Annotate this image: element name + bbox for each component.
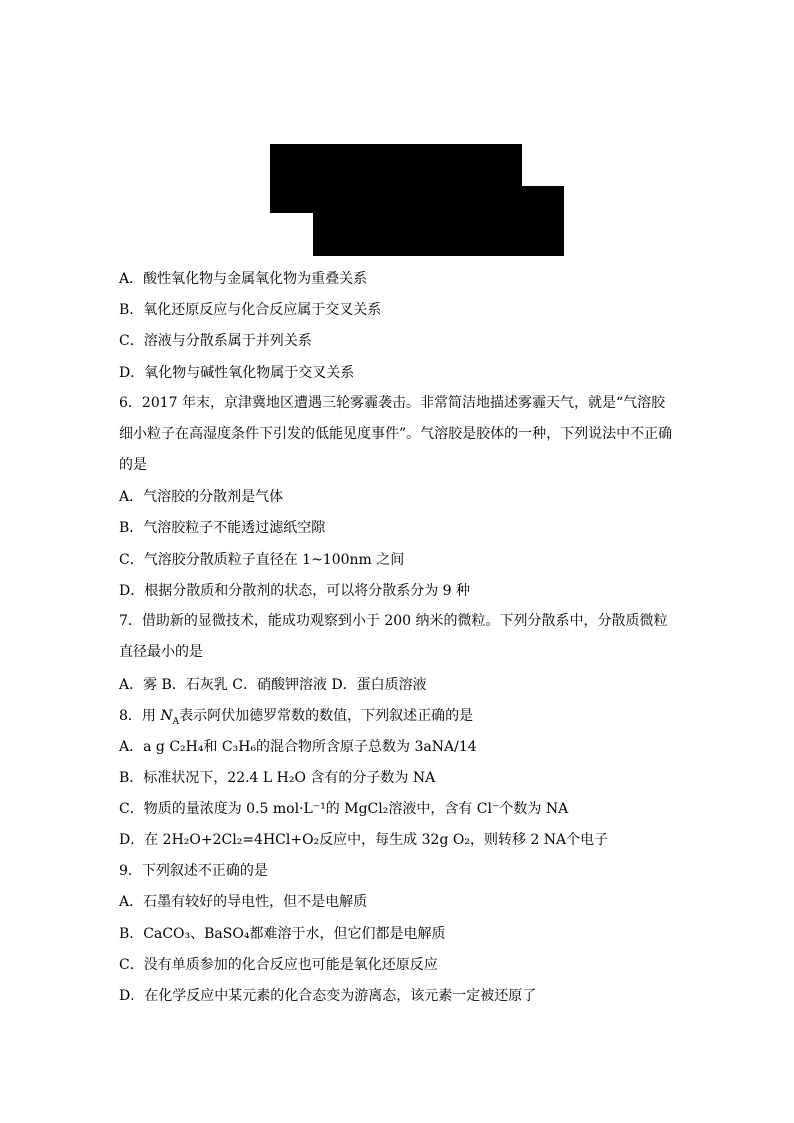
q8-option-b: B．标准状况下，22.4 L H₂O 含有的分子数为 NA — [119, 770, 436, 786]
q9-option-b: B．CaCO₃、BaSO₄都难溶于水，但它们都是电解质 — [119, 926, 446, 942]
q6-option-a: A．气溶胶的分散剂是气体 — [119, 489, 284, 505]
q6-option-c: C．气溶胶分散质粒子直径在 1~100nm 之间 — [119, 552, 405, 568]
q9-option-a: A．石墨有较好的导电性，但不是电解质 — [119, 894, 368, 910]
q9-option-d: D．在化学反应中某元素的化合态变为游离态，该元素一定被还原了 — [119, 988, 537, 1004]
q5-option-d: D．氧化物与碱性氧化物属于交叉关系 — [119, 365, 355, 381]
q8-option-c: C．物质的量浓度为 0.5 mol·L⁻¹的 MgCl₂溶液中，含有 Cl⁻个数为 NA — [119, 801, 569, 817]
q8-option-d: D．在 2H₂O+2Cl₂=4HCl+O₂反应中，每生成 32g O₂，则转移 2 NA个电子 — [119, 832, 609, 848]
q9-stem: 9．下列叙述不正确的是 — [119, 863, 268, 879]
q5-option-a: A．酸性氧化物与金属氧化物为重叠关系 — [119, 271, 368, 287]
q8-option-a: A．a g C₂H₄和 C₃H₆的混合物所含原子总数为 3aNA/14 — [119, 739, 477, 755]
q6-stem: 6．2017 年末，京津冀地区遭遇三轮雾霾袭击。非常简洁地描述雾霾天气，就是“气溶胶细小粒子在高湿度条件下引发的低能见度事件”。气溶胶是胶体的一种，下列说法中不正确的是 — [119, 395, 673, 473]
q7-stem: 7．借助新的显微技术，能成功观察到小于 200 纳米的微粒。下列分散系中，分散质微粒直径最小的是 — [119, 613, 668, 660]
q7-options: A．雾 B．石灰乳 C．硝酸钾溶液 D．蛋白质溶液 — [119, 677, 427, 693]
q9-option-c: C．没有单质参加的化合反应也可能是氧化还原反应 — [119, 957, 438, 973]
q5-option-b: B．氧化还原反应与化合反应属于交叉关系 — [119, 302, 382, 318]
redacted-figure — [313, 190, 522, 256]
q6-option-b: B．气溶胶粒子不能透过滤纸空隙 — [119, 520, 326, 536]
q5-option-c: C．溶液与分散系属于并列关系 — [119, 333, 312, 349]
q8-stem: 8．用 $N_A$表示阿伏加德罗常数的数值，下列叙述正确的是 — [119, 708, 474, 727]
redacted-figure — [522, 186, 564, 256]
q6-option-d: D．根据分散质和分散剂的状态，可以将分散系分为 9 种 — [119, 583, 471, 599]
